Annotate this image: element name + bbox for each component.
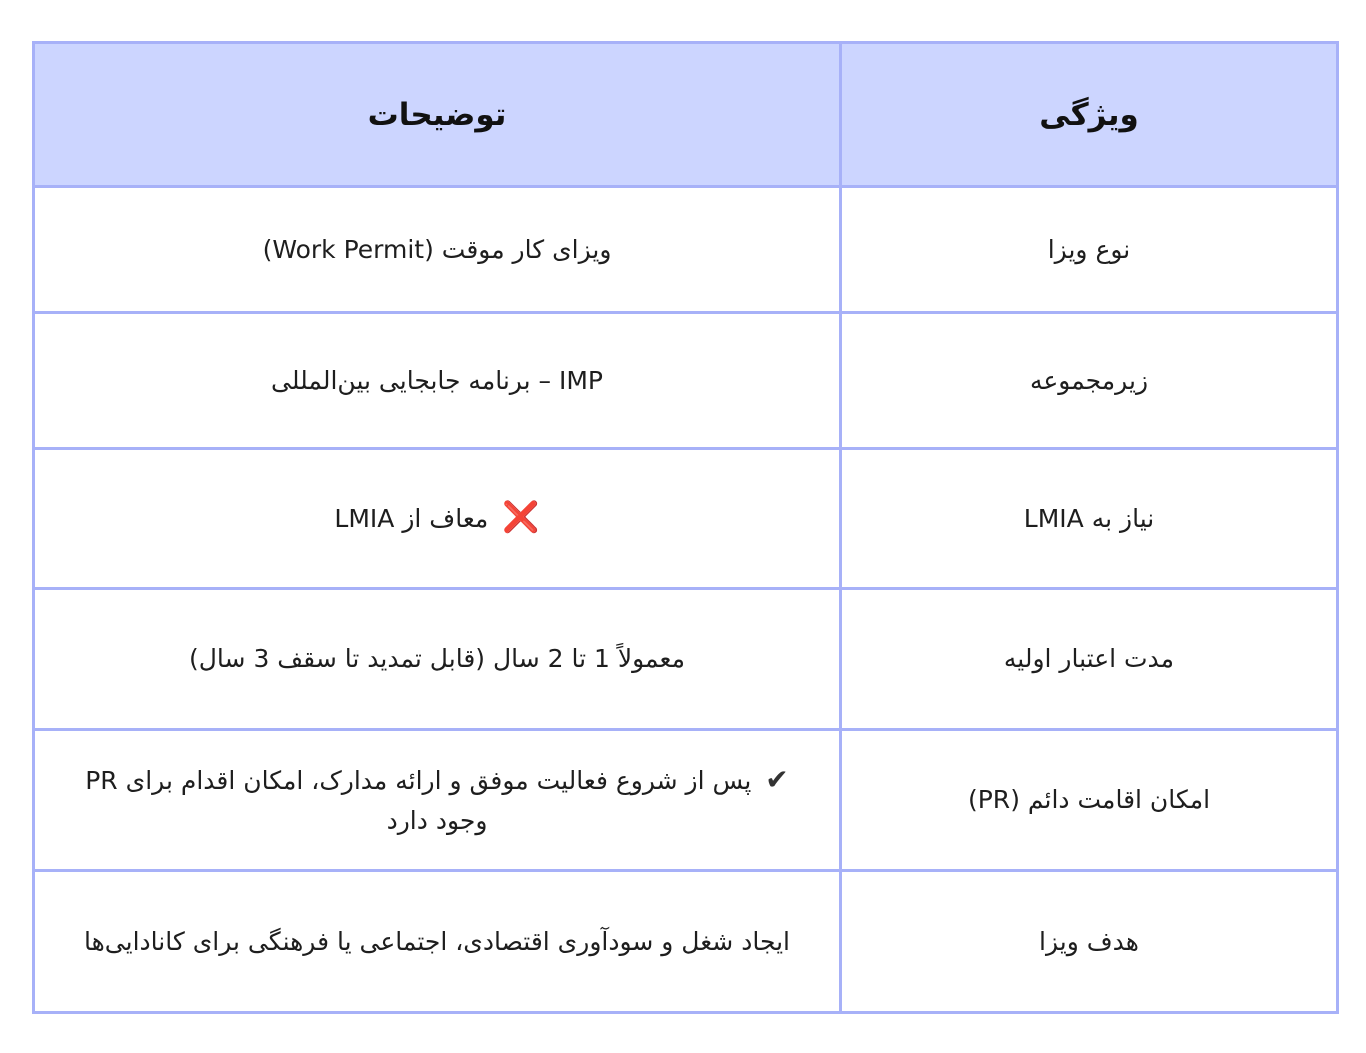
description-text: پس از شروع فعالیت موفق و ارائه مدارک، امکان اقدام برای PR وجود دارد [85,765,752,835]
visa-info-table [32,41,1339,1014]
feature-cell: امکان اقامت دائم (PR) [841,730,1338,871]
table-header-row [34,43,1338,187]
feature-cell: زیرمجموعه [841,313,1338,449]
table-row [34,589,1338,730]
header-feature: ویژگی [841,43,1338,187]
table-row [34,449,1338,589]
description-cell: ایجاد شغل و سودآوری اقتصادی، اجتماعی یا فرهنگی برای کانادایی‌ها [34,871,841,1013]
description-text: معاف از LMIA [334,504,489,533]
description-cell: ویزای کار موقت (Work Permit) [34,187,841,313]
cross-icon: ❌ [502,500,540,535]
description-cell [34,449,841,589]
description-cell: معمولاً 1 تا 2 سال (قابل تمدید تا سقف 3 سال) [34,589,841,730]
feature-cell: مدت اعتبار اولیه [841,589,1338,730]
feature-cell: هدف ویزا [841,871,1338,1013]
feature-cell: نوع ویزا [841,187,1338,313]
table-row [34,187,1338,313]
header-description: توضیحات [34,43,841,187]
table-row [34,871,1338,1013]
visa-info-table-wrapper [32,41,1336,1011]
table-row [34,313,1338,449]
description-cell [34,730,841,871]
description-cell: IMP – برنامه جابجایی بین‌المللی [34,313,841,449]
table-row [34,730,1338,871]
check-icon: ✔ [765,762,789,796]
feature-cell: نیاز به LMIA [841,449,1338,589]
